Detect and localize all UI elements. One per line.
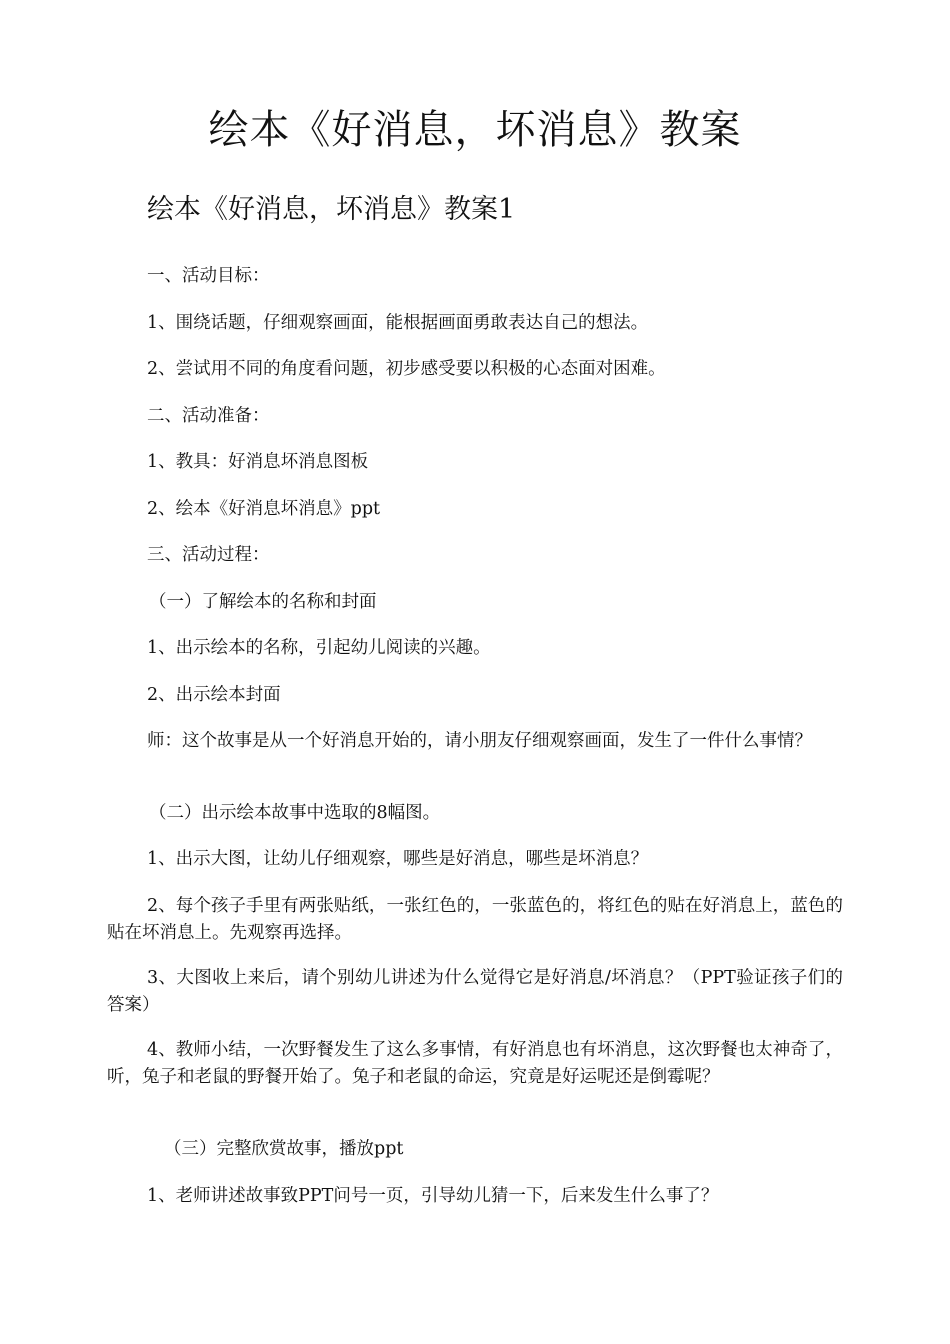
paragraph-step-2-3: 3、大图收上来后，请个别幼儿讲述为什么觉得它是好消息/坏消息？（PPT验证孩子们的答案） (107, 968, 843, 1015)
paragraph-goal-1: 1、围绕话题，仔细观察画面，能根据画面勇敢表达自己的想法。 (147, 313, 649, 333)
paragraph-goals-heading: 一、活动目标： (147, 266, 270, 286)
paragraph-step-1-2: 2、出示绘本封面 (147, 685, 281, 705)
paragraph-step-3-1: 1、老师讲述故事致PPT问号一页，引导幼儿猜一下，后来发生什么事了？ (147, 1186, 719, 1206)
paragraph-prep-2: 2、绘本《好消息坏消息》ppt (147, 499, 381, 519)
paragraph-step-2-2: 2、每个孩子手里有两张贴纸，一张红色的，一张蓝色的，将红色的贴在好消息上，蓝色的贴在坏消息上。先观察再选择。 (107, 896, 843, 943)
paragraph-process-heading: 三、活动过程： (147, 545, 270, 565)
paragraph-goal-2: 2、尝试用不同的角度看问题，初步感受要以积极的心态面对困难。 (147, 359, 666, 379)
paragraph-step-2-4: 4、教师小结，一次野餐发生了这么多事情，有好消息也有坏消息，这次野餐也太神奇了，听，兔子和老鼠的野餐开始了。兔子和老鼠的命运，究竟是好运呢还是倒霉呢？ (107, 1040, 843, 1087)
paragraph-step-2-1: 1、出示大图，让幼儿仔细观察，哪些是好消息，哪些是坏消息？ (147, 849, 649, 869)
paragraph-step-3-heading: （三）完整欣赏故事，播放ppt (164, 1139, 404, 1159)
paragraph-step-1-heading: （一）了解绘本的名称和封面 (149, 592, 377, 612)
paragraph-teacher-question: 师：这个故事是从一个好消息开始的，请小朋友仔细观察画面，发生了一件什么事情？ (147, 731, 812, 751)
paragraph-prep-heading: 二、活动准备： (147, 406, 270, 426)
document-title: 绘本《好消息，坏消息》教案 (208, 107, 742, 153)
paragraph-step-1-1: 1、出示绘本的名称，引起幼儿阅读的兴趣。 (147, 638, 491, 658)
section-title: 绘本《好消息，坏消息》教案1 (147, 194, 516, 225)
paragraph-prep-1: 1、教具：好消息坏消息图板 (147, 452, 369, 472)
paragraph-step-2-heading: （二）出示绘本故事中选取的8幅图。 (149, 803, 441, 823)
